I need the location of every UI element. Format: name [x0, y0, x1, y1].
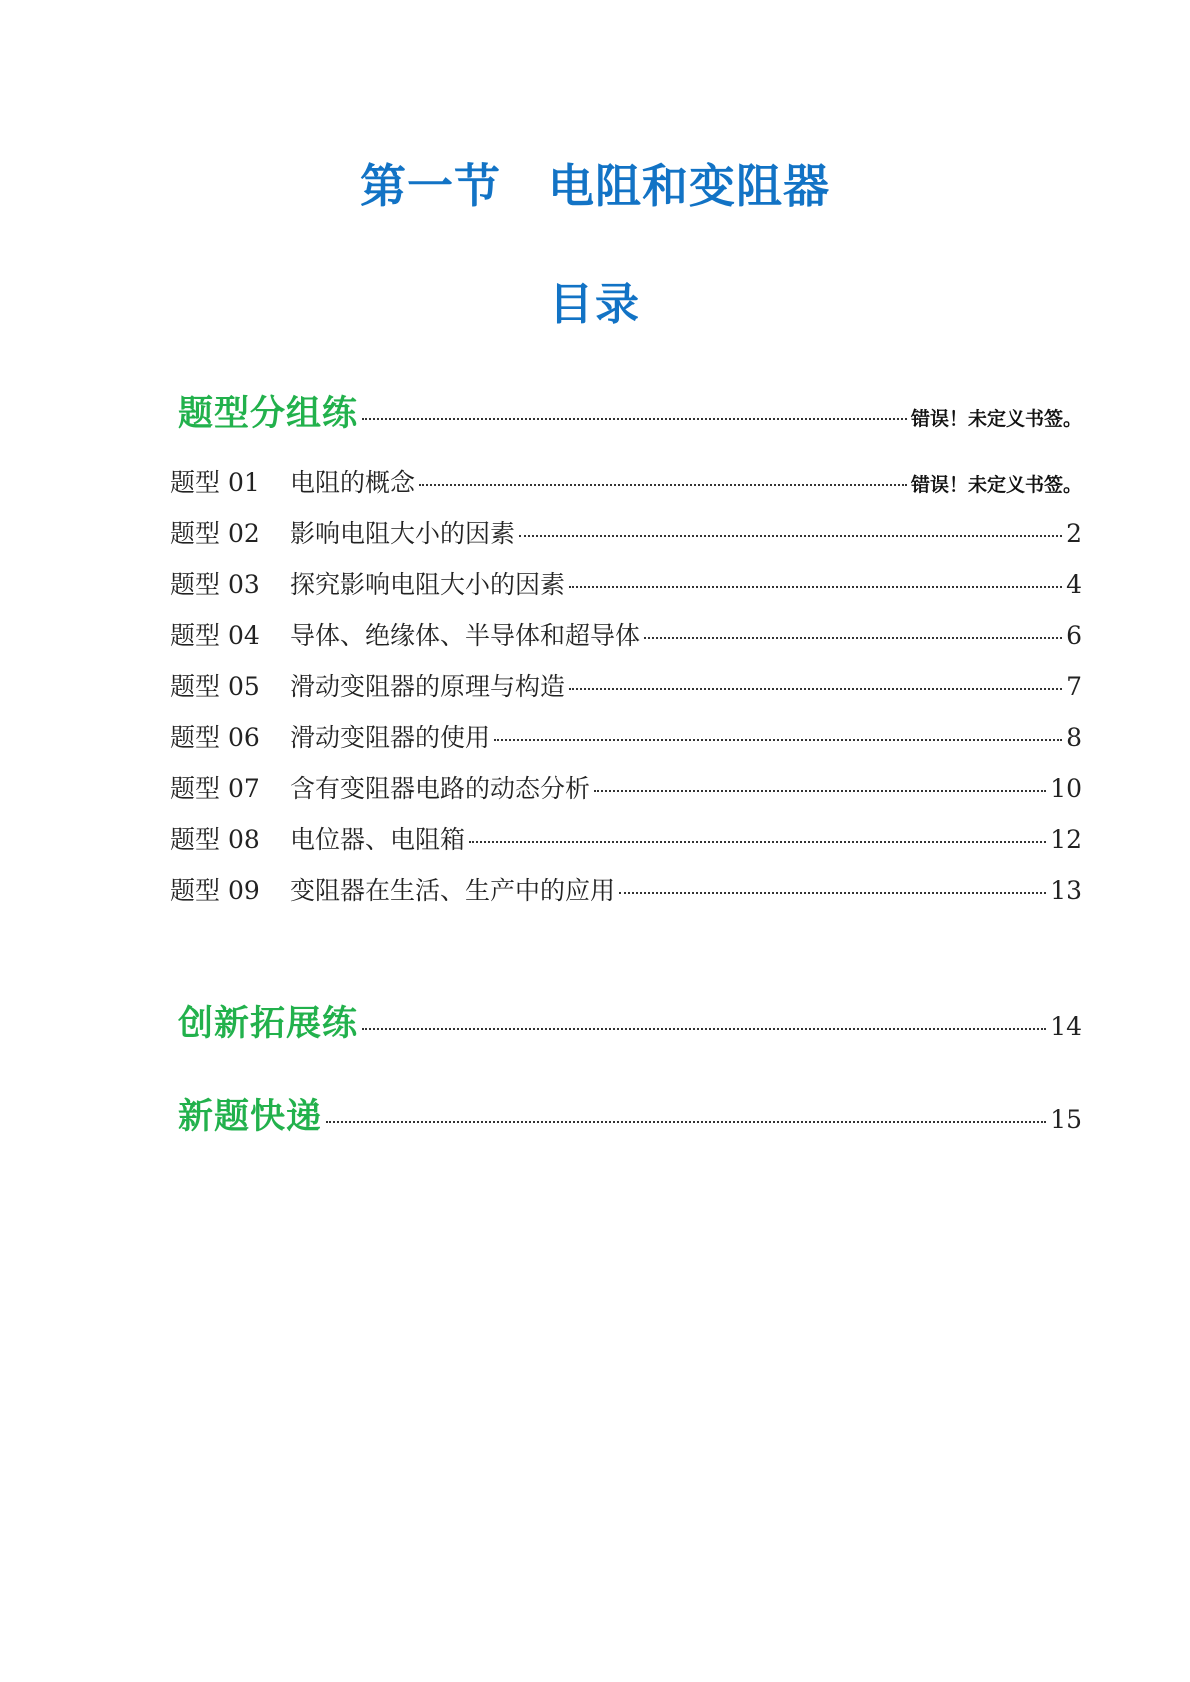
toc-item-label: 变阻器在生活、生产中的应用	[290, 876, 616, 905]
toc-item-number: 题型 01	[170, 468, 260, 497]
toc-leader-dots	[326, 1121, 1046, 1123]
toc-leader-dots	[362, 1028, 1046, 1030]
toc-item-label: 导体、绝缘体、半导体和超导体	[290, 621, 641, 650]
toc-section-group-practice[interactable]	[178, 386, 1082, 436]
toc-leader-dots	[619, 892, 1046, 894]
toc-leader-dots	[644, 637, 1062, 639]
toc-item-label: 探究影响电阻大小的因素	[290, 570, 566, 599]
toc-page-number: 13	[1050, 876, 1082, 905]
toc-item[interactable]	[170, 616, 1082, 652]
toc-section-label: 新题快递	[178, 1097, 323, 1137]
toc-leader-dots	[569, 586, 1062, 588]
toc-item-number: 题型 07	[170, 774, 260, 803]
toc-item-number: 题型 03	[170, 570, 260, 599]
toc-page-number: 10	[1050, 774, 1082, 803]
toc-leader-dots	[419, 484, 907, 486]
toc-item-number: 题型 06	[170, 723, 260, 752]
toc-page-number: 7	[1066, 672, 1082, 701]
toc-item-number: 题型 08	[170, 825, 260, 854]
toc-leader-dots	[494, 739, 1062, 741]
toc-section-label: 创新拓展练	[178, 1004, 359, 1044]
toc-page-number: 15	[1050, 1105, 1082, 1134]
toc-item-label: 滑动变阻器的使用	[290, 723, 491, 752]
toc-item[interactable]	[170, 514, 1082, 550]
toc-item[interactable]	[170, 820, 1082, 856]
toc-page-number: 错误！未定义书签。	[910, 474, 1082, 496]
toc-item-number: 题型 02	[170, 519, 260, 548]
toc-item[interactable]	[170, 667, 1082, 703]
toc-item[interactable]	[170, 463, 1082, 499]
toc-leader-dots	[362, 418, 907, 420]
toc-item[interactable]	[170, 871, 1082, 907]
toc-item-number: 题型 04	[170, 621, 260, 650]
toc-page-number: 错误！未定义书签。	[910, 408, 1082, 430]
toc-item[interactable]	[170, 565, 1082, 601]
toc-leader-dots	[594, 790, 1046, 792]
toc-heading: 目录	[549, 279, 641, 330]
toc-item-label: 滑动变阻器的原理与构造	[290, 672, 566, 701]
toc-leader-dots	[469, 841, 1046, 843]
toc-item-label: 含有变阻器电路的动态分析	[290, 774, 591, 803]
toc-item-number: 题型 09	[170, 876, 260, 905]
toc-page-number: 4	[1066, 570, 1082, 599]
toc-page-number: 6	[1066, 621, 1082, 650]
toc-leader-dots	[569, 688, 1062, 690]
toc-item-number: 题型 05	[170, 672, 260, 701]
toc-leader-dots	[519, 535, 1062, 537]
toc-item-label: 影响电阻大小的因素	[290, 519, 516, 548]
toc-section-label: 题型分组练	[178, 394, 359, 434]
document-title: 第一节 电阻和变阻器	[360, 159, 830, 213]
toc-item-label: 电位器、电阻箱	[290, 825, 466, 854]
toc-item[interactable]	[170, 769, 1082, 805]
toc-item-label: 电阻的概念	[290, 468, 416, 497]
toc-page-number: 14	[1050, 1012, 1082, 1041]
toc-section-innovation-practice[interactable]	[178, 996, 1082, 1046]
toc-page-number: 2	[1066, 519, 1082, 548]
toc-page-number: 8	[1066, 723, 1082, 752]
toc-section-new-questions[interactable]	[178, 1089, 1082, 1139]
toc-page-number: 12	[1050, 825, 1082, 854]
toc-item[interactable]	[170, 718, 1082, 754]
